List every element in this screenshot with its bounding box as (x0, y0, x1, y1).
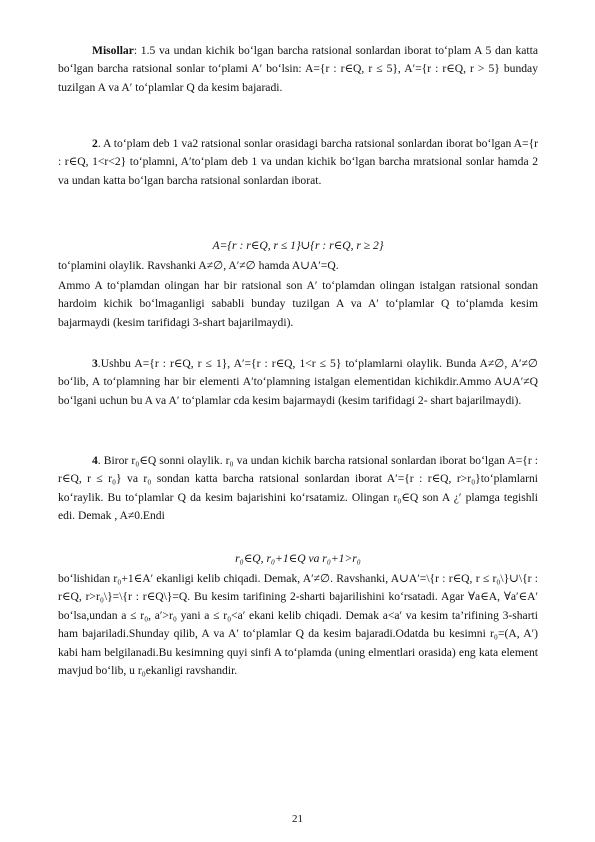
example-4-text: . Biror r₀∈Q sonni olaylik. r₀ va undan kichik barcha ratsional sonlardan iborat bo‘lgan A={r : r∈Q, r ≤ r₀} va r₀ sondan katta barcha ratsional sonlardan iborat A′={r : r∈Q, r>r₀}to‘plamlarni ko‘raylik. Bu to‘plamlar Q da kesim bajarishini ko‘rsatamiz. Olingan r₀∈Q son A ¿′ plamga tegishli edi. Demak , A≠0.Endi (58, 454, 538, 523)
paragraph-example-2 (58, 135, 538, 190)
example-3-text: .Ushbu A={r : r∈Q, r ≤ 1}, A′={r : r∈Q, 1<r ≤ 5} to‘plamlarni olaylik. Bunda A≠∅, A′≠∅ bo‘lib, A to‘plamning har bir elementi A′to‘plamning istalgan elementidan kichikdir.Ammo A∪A′≠Q bo‘lgani uchun bu A va A′ to‘plamlar cda kesim bajarmaydi (kesim tarifidagi 2- shart bajarilmaydi). (58, 357, 538, 407)
paragraph-example-3 (58, 355, 538, 410)
paragraph-however: Ammo A to‘plamdan olingan har bir ratsional son A′ to‘plamdan olingan istalgan ratsional sondan hardoim kichik bo‘lmaganligi sababli bunday tuzilgan A va A′ to‘plamlar Q to‘plamda kesim bajarmaydi (kesim tarifidagi 3-shart bajarilmaydi). (58, 279, 538, 329)
formula-r0-plus-one: r₀∈Q, r₀+1∈Q va r₀+1>r₀ (235, 552, 361, 565)
paragraph-example-4 (58, 452, 538, 526)
page-number: 21 (292, 813, 303, 825)
example-2-text: . A to‘plam deb 1 va2 ratsional sonlar orasidagi barcha ratsional sonlardan iborat bo‘lgan A={r : r∈Q, 1<r<2} to‘plamni, A′to‘plam deb 1 va undan kichik bo‘lgan barcha mratsional sonlar hamda 2 va undan katta bo‘lgan barcha ratsional sonlardan iborat. (58, 137, 538, 187)
example-1-text: : 1.5 va undan kichik bo‘lgan barcha ratsional sonlardan iborat to‘plam A 5 dan katta bo‘lgan barcha ratsional sonlar to‘plami A′ bo‘lsin: A={r : r∈Q, r ≤ 5}, A′={r : r∈Q, r > 5} bunday tuzilgan A va A′ to‘plamlar Q da kesim bajaradi. (58, 44, 538, 94)
paragraph-nonempty-note: to‘plamini olaylik. Ravshanki A≠∅, A′≠∅ hamda A∪A′=Q. (58, 259, 339, 272)
formula-set-a-prime: A={r : r∈Q, r ≤ 1}∪{r : r∈Q, r ≥ 2} (212, 239, 384, 252)
example-4-number: 4 (92, 454, 98, 467)
paragraph-examples (58, 42, 538, 97)
paragraph-conclusion: bo‘lishidan r₀+1∈A′ ekanligi kelib chiqadi. Demak, A′≠∅. Ravshanki, A∪A′=\{r : r∈Q, r ≤ r₀\}∪\{r : r∈Q, r>r₀\}=\{r : r∈Q\}=Q. Bu kesim tarifining 2-sharti bajarilishini ko‘rsatadi. Agar ∀a∈A, ∀a′∈A′ bo‘lsa,undan a ≤ r₀, a′>r₀ yani a ≤ r₀<a′ ekani kelib chiqadi. Demak a<a′ va kesim ta’rifining 3-sharti ham bajariladi.Shunday qilib, A va A′ to‘plamlar Q da kesim bajaradi.Odatda bu kesimni r₀=(A, A′) kabi ham belgilanadi.Bu kesimning quyi sinfi A to‘plamda (uning elmentlari orasida) eng kata element mavjud bo‘lib, u r₀ekanligi ravshandir. (58, 572, 538, 678)
example-3-number: 3 (92, 357, 98, 370)
example-2-number: 2 (92, 137, 98, 150)
examples-heading: Misollar (92, 44, 134, 57)
